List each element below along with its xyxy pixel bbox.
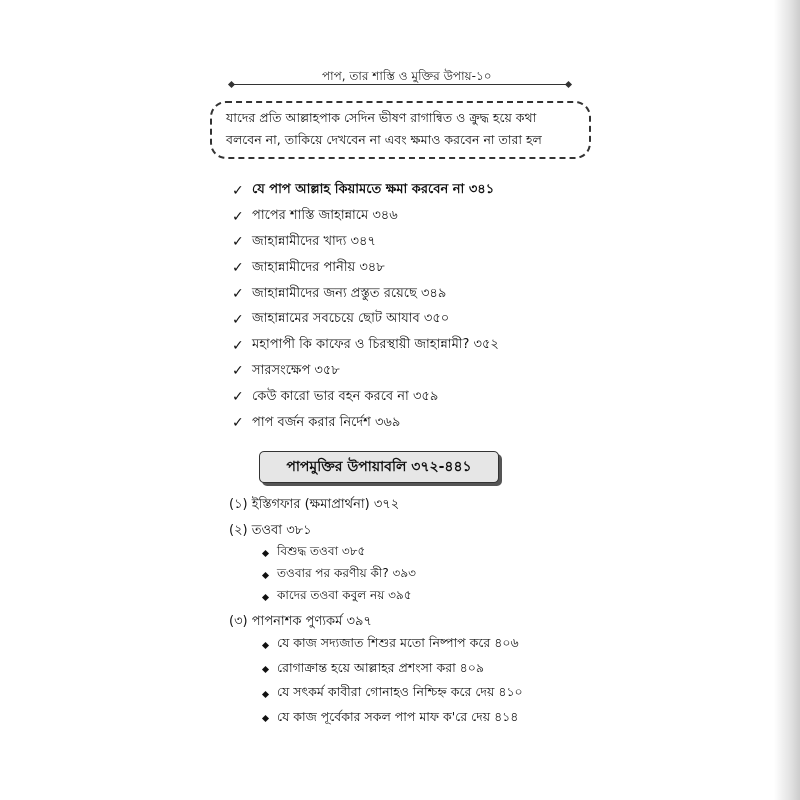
checklist-item-text: জাহান্নামীদের জন্য প্রস্তুত রয়েছে ৩৪৯ — [252, 285, 447, 301]
sublist-item — [261, 586, 416, 608]
numbered-item-good-deeds: (৩) পাপনাশক পুণ্যকর্ম ৩৯৭ — [229, 614, 372, 629]
checklist-item — [232, 333, 499, 359]
diamond-bullet-icon — [262, 642, 269, 649]
sublist-item-text: তওবার পর করণীয় কী? ৩৯৩ — [277, 566, 416, 580]
checkmark-icon: ✓ — [232, 234, 244, 251]
checkmark-icon: ✓ — [232, 363, 244, 380]
section-heading-box — [259, 451, 499, 483]
numbered-item-tawba: (২) তওবা ৩৮১ — [229, 523, 312, 538]
intro-line-1: যাদের প্রতি আল্লাহপাক সেদিন ভীষণ রাগান্বিত ও ক্রুদ্ধ হয়ে কথা — [226, 110, 537, 125]
checkmark-icon: ✓ — [232, 208, 244, 225]
checkmark-icon: ✓ — [232, 260, 244, 277]
numbered-item-istighfar: (১) ইস্তিগফার (ক্ষমাপ্রার্থনা) ৩৭২ — [229, 497, 400, 512]
diamond-bullet-icon — [262, 593, 269, 600]
checkmark-icon: ✓ — [232, 337, 244, 354]
checkmark-icon: ✓ — [232, 311, 244, 328]
checklist-item — [232, 178, 499, 204]
checklist-item-text: সারসংক্ষেপ ৩৫৮ — [252, 362, 340, 378]
checkmark-icon: ✓ — [232, 182, 244, 199]
header-divider — [232, 84, 568, 85]
checklist-item-text: কেউ কারো ভার বহন করবে না ৩৫৯ — [252, 388, 439, 404]
sublist-item-text: বিশুদ্ধ তওবা ৩৮৫ — [277, 544, 366, 558]
checklist-item — [232, 281, 499, 307]
sublist-item — [261, 682, 523, 707]
checklist-item-text: মহাপাপী কি কাফের ও চিরস্থায়ী জাহান্নামী? ৩৫২ — [252, 337, 499, 353]
checklist-item-text: যে পাপ আল্লাহ কিয়ামতে ক্ষমা করবেন না ৩৪১ — [252, 182, 495, 198]
diamond-bullet-icon — [262, 571, 269, 578]
sublist-item — [261, 658, 523, 683]
page-header-title: পাপ, তার শাস্তি ও মুক্তির উপায়-১০ — [322, 69, 492, 83]
page-edge-shadow — [774, 0, 800, 800]
checklist-item-text: জাহান্নামীদের পানীয় ৩৪৮ — [252, 259, 385, 275]
diamond-bullet-icon — [262, 549, 269, 556]
checklist-item-text: পাপের শাস্তি জাহান্নামে ৩৪৬ — [252, 208, 398, 224]
sublist-item-text: যে কাজ সদ্যজাত শিশুর মতো নিষ্পাপ করে ৪০৬ — [277, 635, 519, 651]
sublist-item — [261, 542, 416, 564]
intro-line-2: বলবেন না, তাকিয়ে দেখবেন না এবং ক্ষমাও করবেন না তারা হল — [226, 132, 542, 147]
checklist-item — [232, 410, 499, 436]
checklist-item-text: পাপ বর্জন করার নির্দেশ ৩৬৯ — [252, 414, 401, 430]
intro-dashed-box — [210, 101, 591, 159]
section-heading-title: পাপমুক্তির উপায়াবলি ৩৭২-৪৪১ — [286, 459, 472, 475]
checklist-item — [232, 307, 499, 333]
checklist-item — [232, 230, 499, 256]
sublist-item — [261, 707, 523, 732]
checklist-item — [232, 255, 499, 281]
sublist-item-text: কাদের তওবা কবুল নয় ৩৯৫ — [277, 588, 412, 602]
checklist-item-text: জাহান্নামের সবচেয়ে ছোট আযাব ৩৫০ — [252, 311, 450, 327]
tawba-sublist — [261, 542, 416, 608]
checklist-item — [232, 204, 499, 230]
checklist — [232, 178, 499, 436]
checkmark-icon: ✓ — [232, 286, 244, 303]
sublist-item-text: যে কাজ পূর্বেকার সকল পাপ মাফ ক'রে দেয় ৪১৪ — [277, 708, 519, 724]
diamond-bullet-icon — [262, 666, 269, 673]
deeds-sublist — [261, 633, 523, 731]
sublist-item-text: যে সৎকর্ম কাবীরা গোনাহও নিশ্চিহ্ন করে দেয় ৪১০ — [277, 684, 523, 700]
checkmark-icon: ✓ — [232, 389, 244, 406]
checklist-item — [232, 384, 499, 410]
diamond-bullet-icon — [262, 715, 269, 722]
sublist-item — [261, 633, 523, 658]
checklist-item-text: জাহান্নামীদের খাদ্য ৩৪৭ — [252, 233, 376, 249]
diamond-bullet-icon — [262, 691, 269, 698]
sublist-item-text: রোগাক্রান্ত হয়ে আল্লাহর প্রশংসা করা ৪০৯ — [277, 659, 485, 675]
checkmark-icon: ✓ — [232, 415, 244, 432]
checklist-item — [232, 359, 499, 385]
sublist-item — [261, 564, 416, 586]
